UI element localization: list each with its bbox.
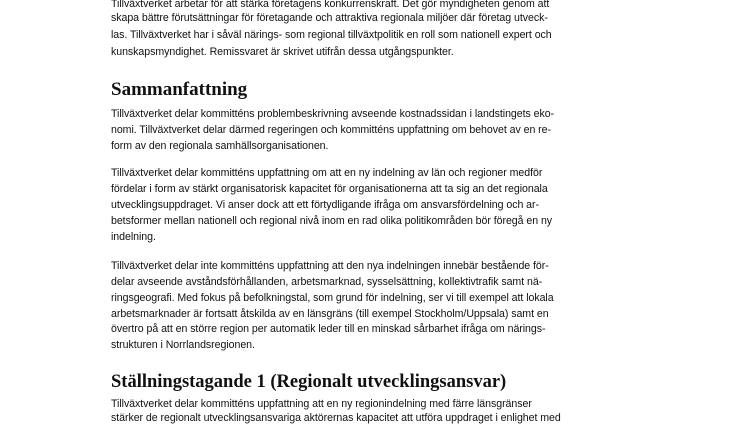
text-line: ringsgeografi. Med fokus på befolkningstal, som grund för indelning, ser vi till exempel att lokala (111, 292, 554, 304)
section-heading-position-1: Ställningstagande 1 (Regionalt utvecklingsansvar) (111, 372, 507, 392)
text-line: delar avseende avståndsförhållanden, arbetsmarknad, sysselsättning, kollektivtrafik samt nä- (111, 276, 543, 288)
text-line: Tillväxtverket delar kommitténs problembeskrivning avseende kostnadssidan i landstingets eko- (111, 108, 555, 120)
text-line: arbetsmarknader är fortsatt åtskilda av en länsgräns (till exempel Stockholm/Uppsala) samt en (111, 308, 549, 320)
text-line: övertro på att en större region per automatik leder till en minskad sårbarhet ifråga om närings- (111, 323, 546, 335)
text-line: Tillväxtverket arbetar för att stärka företagens konkurrenskraft. Det gör myndigheten genom att (111, 0, 550, 10)
text-line: fördelar i form av stärkt organisatorisk kapacitet för organisationerna att ta sig an det regionala (111, 183, 548, 195)
text-line: Tillväxtverket delar kommitténs uppfattning att en ny regionindelning med färre länsgränser (111, 398, 532, 410)
text-line: betsformer mellan nationell och regional nivå inom en rad olika politikområden bör föregå en ny (111, 215, 553, 227)
text-line: nomi. Tillväxtverket delar därmed regeringen och kommitténs uppfattning om behovet av en re- (111, 124, 551, 136)
text-line: Tillväxtverket delar inte kommitténs uppfattning att den nya indelningen innebär bestående för- (111, 260, 549, 272)
text-line: strukturen i Norrlandsregionen. (111, 339, 255, 351)
text-line: kunskapsmyndighet. Remissvaret är skrivet utifrån dessa utgångspunkter. (111, 46, 454, 58)
text-line: form av den regionala samhällsorganisationen. (111, 140, 329, 152)
text-line: skapa bättre förutsättningar för företagande och attraktiva regionala miljöer där företag utveck- (111, 12, 548, 24)
text-line: las. Tillväxtverket har i såväl närings- som regional tillväxtpolitik en roll som nationell expert och (111, 29, 552, 41)
text-line: utvecklingsuppdraget. Vi anser dock att ett förtydligande ifråga om ansvarsfördelning och ar- (111, 199, 539, 211)
text-line: Tillväxtverket delar kommitténs uppfattning om att en ny indelning av län och regioner medför (111, 167, 543, 179)
text-line: indelning. (111, 231, 156, 243)
text-line: stärker de regionalt utvecklingsansvariga aktörernas kapacitet att utföra uppdraget i enlighet med (111, 412, 561, 424)
section-heading-summary: Sammanfattning (111, 79, 248, 100)
